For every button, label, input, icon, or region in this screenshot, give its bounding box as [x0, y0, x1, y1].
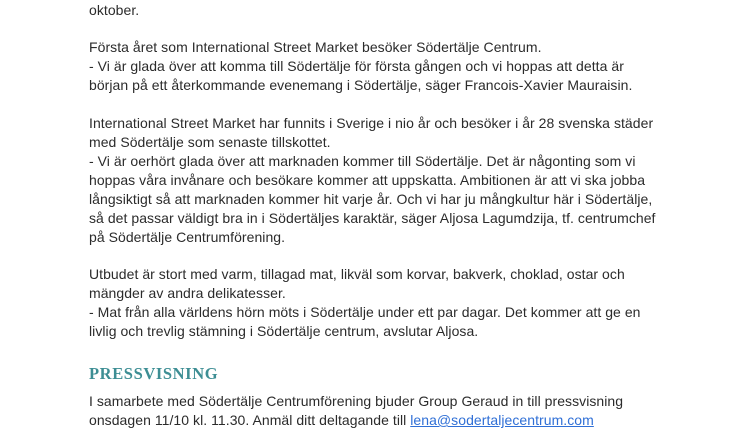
paragraph-line: Utbudet är stort med varm, tillagad mat, likväl som korvar, bakverk, choklad, ostar och — [89, 266, 625, 282]
paragraph-line: så det passar väldigt bra in i Södertäljes karaktär, säger Aljosa Lagumdzija, tf. centrumchef — [89, 210, 656, 226]
section-heading: PRESSVISNING — [89, 364, 219, 383]
section-line-with-link — [89, 411, 594, 430]
paragraph-line: Första året som International Street Market besöker Södertälje Centrum. — [89, 39, 542, 55]
section-line: I samarbete med Södertälje Centrumförening bjuder Group Geraud in till pressvisning — [89, 393, 624, 409]
paragraph-line: - Vi är oerhört glada över att marknaden kommer till Södertälje. Det är någonting som vi — [89, 153, 636, 169]
paragraph-line: början på ett återkommande evenemang i Södertälje, säger Francois-Xavier Mauraisin. — [89, 77, 633, 93]
section-line-text: onsdagen 11/10 kl. 11.30. Anmäl ditt deltagande till — [89, 412, 411, 428]
paragraph-line: med Södertälje som senaste tillskottet. — [89, 134, 331, 150]
paragraph-line: livlig och trevlig stämning i Södertälje centrum, avslutar Aljosa. — [89, 323, 479, 339]
paragraph-line: mängder av andra delikatesser. — [89, 285, 286, 301]
paragraph-line: - Mat från alla världens hörn möts i Södertälje under ett par dagar. Det kommer att ge en — [89, 304, 641, 320]
paragraph-line: hoppas våra invånare och besökare kommer att uppskatta. Ambitionen är att vi ska jobba — [89, 172, 646, 188]
paragraph-line: långsiktigt så att marknaden kommer hit varje år. Och vi har ju mångkultur här i Södertälje, — [89, 191, 653, 207]
paragraph-line: - Vi är glada över att komma till Södertälje för första gången och vi hoppas att detta är — [89, 58, 624, 74]
paragraph-line: oktober. — [89, 2, 140, 18]
paragraph-line: på Södertälje Centrumförening. — [89, 229, 286, 245]
contact-email-link[interactable]: lena@sodertaljecentrum.com — [410, 412, 594, 428]
paragraph-line: International Street Market har funnits i Sverige i nio år och besöker i år 28 svenska städer — [89, 115, 654, 131]
